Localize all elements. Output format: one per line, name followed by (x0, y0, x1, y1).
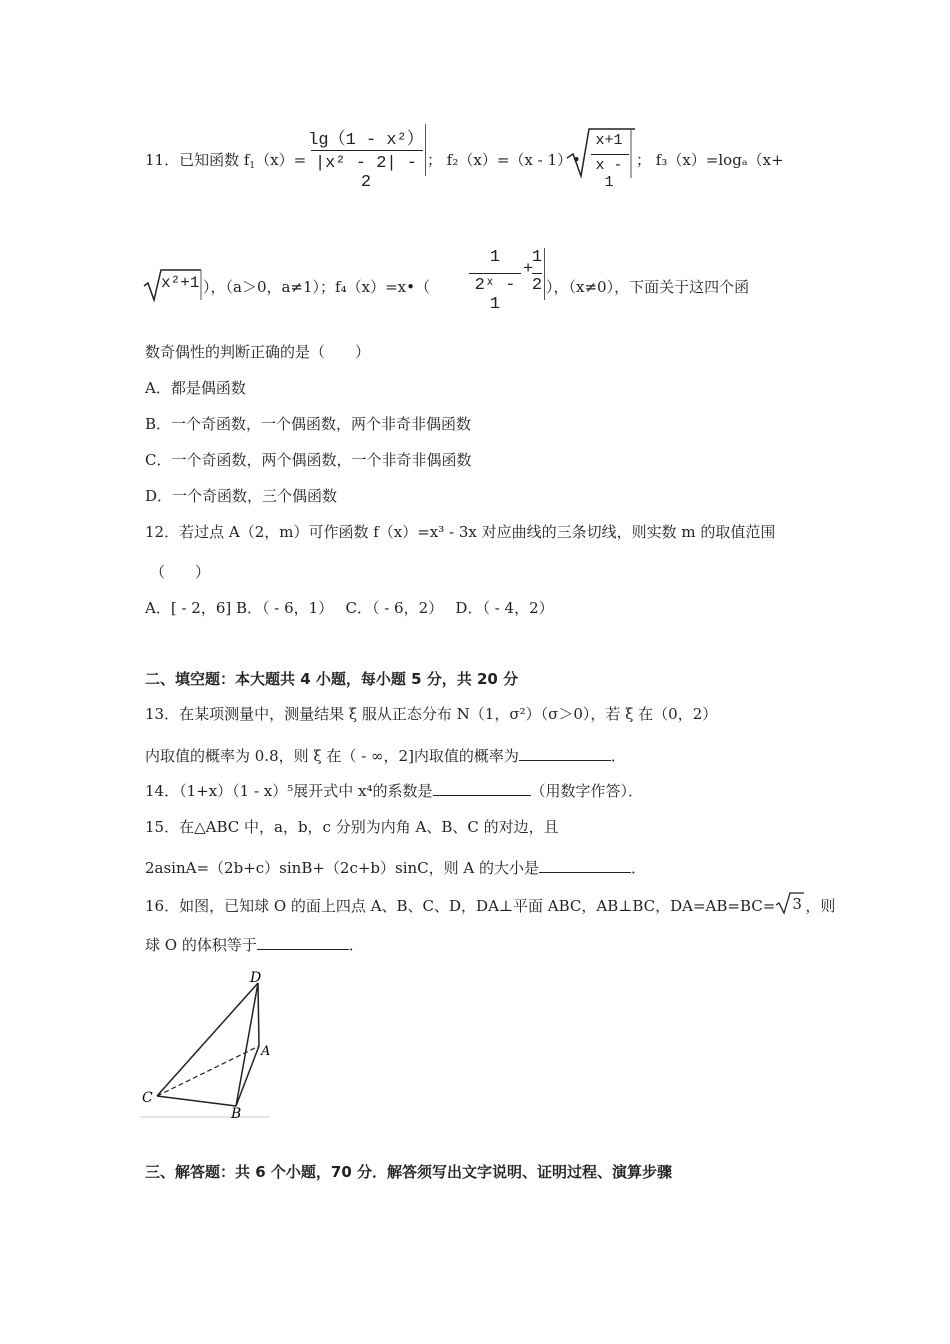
tetrahedron-figure (140, 965, 272, 1120)
q11-option-c: C．一个奇函数，两个偶函数，一个非奇非偶函数 (145, 451, 472, 469)
q11-line2-tail: ），（x≠0），下面关于这四个函 (546, 278, 750, 296)
q11-option-b: B．一个奇函数，一个偶函数，两个非奇非偶函数 (145, 415, 472, 433)
q13-answer-blank (519, 746, 611, 761)
q11-option-a: A．都是偶函数 (145, 379, 246, 397)
f2-denominator: x - 1 (595, 157, 623, 191)
f1-denominator: |x² - 2| - 2 (314, 154, 418, 192)
f1-fraction-bar (311, 150, 423, 151)
q11-line1: 11．已知函数 $f_1(x)=$ (145, 151, 307, 171)
q16-answer-blank (257, 935, 349, 950)
q11-prefix: 11．已知函数 f (145, 151, 250, 169)
q13-line2: 内取值的概率为 0.8，则 ξ 在（ - ∞，2]内取值的概率为 ． (145, 747, 626, 765)
edge-CD (157, 983, 258, 1096)
f1-numerator: lg（1 - x²） (308, 131, 424, 150)
q12-line1: 12．若过点 A（2，m）可作函数 f（x）=x³ - 3x 对应曲线的三条切线，则实数 m 的取值范围 (145, 523, 776, 541)
q11-line2-mid: ），（a＞0，a≠1）；f₄（x）=x•（ (203, 278, 430, 296)
q16-line2: 球 O 的体积等于 ． (145, 936, 364, 954)
f2-numerator: x+1 (595, 132, 623, 149)
q11-line1-end: ； f₃（x）=logₐ（x+ (636, 151, 784, 169)
f3-sqrt-content: x²+1 (161, 274, 200, 292)
f4-numerator: 1 (489, 248, 501, 267)
f4-fraction: 1 2ˣ - 1 + 1 2 (465, 246, 545, 302)
sqrt3: 3 (775, 894, 805, 914)
q12-options: A．[ - 2，6] B．（ - 6，1） C．（ - 6，2） D．（ - 4，2） (145, 599, 554, 617)
edge-BD (236, 983, 258, 1106)
label-B: B (231, 1106, 242, 1120)
q15-answer-blank (539, 858, 631, 873)
f2-sqrt-fraction (565, 126, 637, 191)
label-A: A (261, 1044, 271, 1059)
q11-f1-arg: （x）= (255, 151, 307, 169)
edge-CA (157, 1046, 259, 1096)
q11-line3: 数奇偶性的判断正确的是（ ） (145, 343, 371, 361)
q14-answer-blank (433, 781, 531, 796)
q15-line1: 15．在△ABC 中，a，b，c 分别为内角 A、B、C 的对边，且 (145, 818, 559, 836)
f1-bracket (425, 124, 426, 176)
f4-denominator: 2ˣ - 1 (474, 276, 516, 314)
q15-line2: 2asinA=（2b+c）sinB+（2c+b）sinC，则 A 的大小是 ． (145, 859, 647, 877)
q16-line1: 16．如图，已知球 O 的面上四点 A、B、C、D，DA⊥平面 ABC，AB⊥BC，DA=AB=BC= 3 ，则 (145, 894, 835, 916)
section3-heading: 三、解答题：共 6 个小题，70 分．解答须写出文字说明、证明过程、演算步骤 (145, 1163, 672, 1181)
q11-line1-mid: ； f₂（x）=（x - 1）• (427, 151, 581, 169)
q11-option-d: D．一个奇函数，三个偶函数 (145, 487, 338, 505)
q12-line2: （ ） (150, 563, 211, 581)
edge-CB (157, 1096, 236, 1106)
section2-heading: 二、填空题：本大题共 4 小题，每小题 5 分，共 20 分 (145, 670, 519, 688)
label-C: C (142, 1090, 153, 1106)
q14-line: 14．（1+x）（1 - x）⁵展开式中 x⁴的系数是 （用数字作答）． (145, 782, 644, 800)
edge-AD (258, 983, 259, 1046)
f1-fraction (307, 122, 427, 192)
f3-sqrt (143, 268, 205, 302)
q13-line1: 13．在某项测量中，测量结果 ξ 服从正态分布 N（1，σ²）（σ＞0），若 ξ 在（0，2） (145, 705, 718, 723)
f3-label: f₃（x）=logₐ（x+ (655, 151, 784, 169)
f4-plus: + (523, 260, 534, 279)
f2-label: f₂（x）=（x - 1）• (446, 151, 581, 169)
tetrahedron-diagram (140, 965, 272, 1120)
label-D: D (250, 970, 262, 986)
